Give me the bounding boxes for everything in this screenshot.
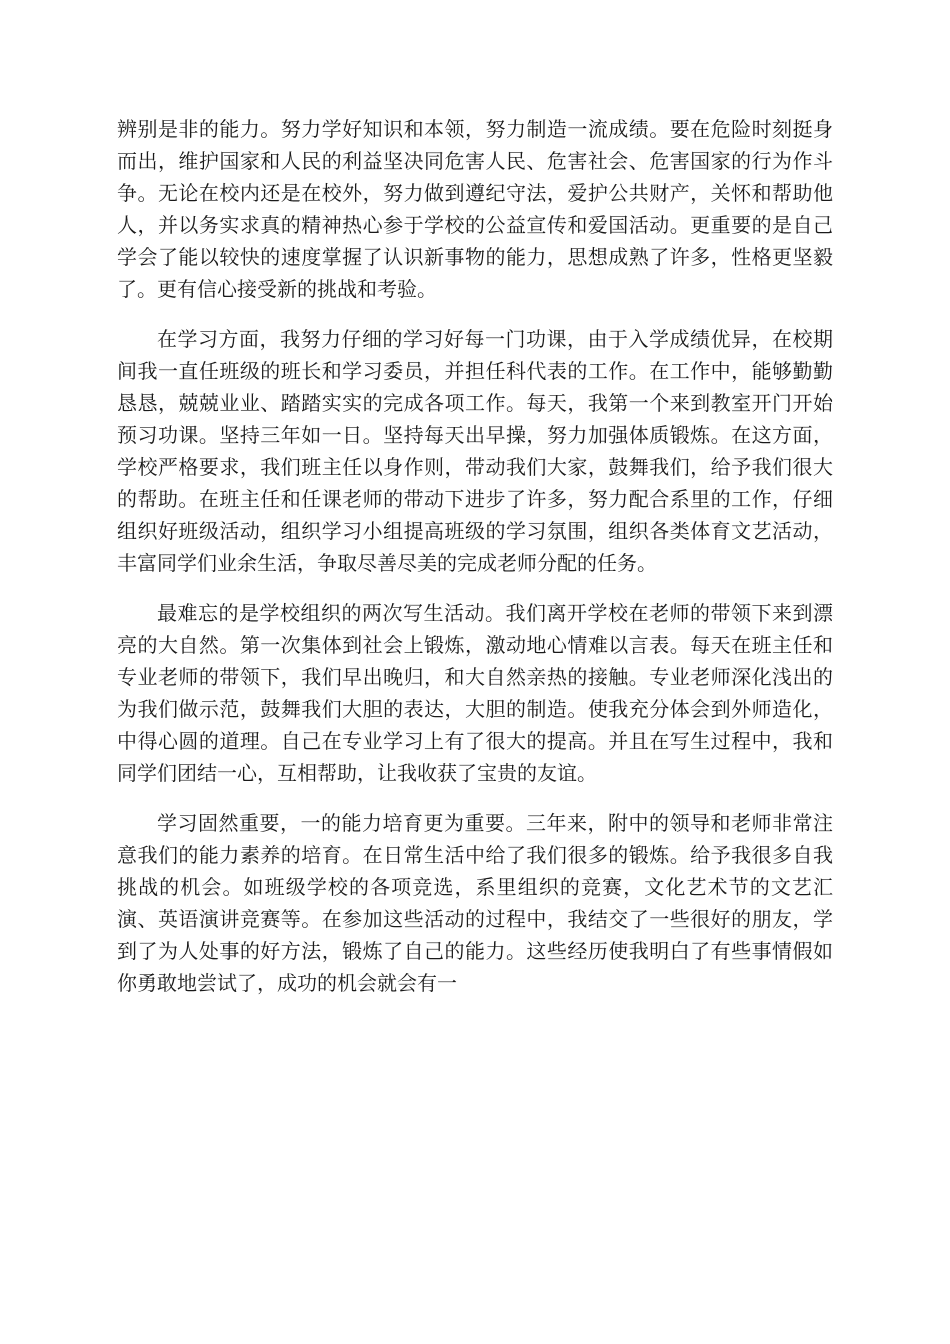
paragraph-4: 学习固然重要，一的能力培育更为重要。三年来，附中的领导和老师非常注意我们的能力素养的培育。在日常生活中给了我们很多的锻炼。给予我很多自我挑战的机会。如班级学校的各项竞选，系里组织的竞赛，文化艺术节的文艺汇演、英语演讲竞赛等。在参加这些活动的过程中，我结交了一些很好的朋友，学到了为人处事的好方法，锻炼了自己的能力。这些经历使我明白了有些事情假如你勇敢地尝试了，成功的机会就会有一 bbox=[117, 811, 833, 995]
paragraph-3: 最难忘的是学校组织的两次写生活动。我们离开学校在老师的带领下来到漂亮的大自然。第一次集体到社会上锻炼，激动地心情难以言表。每天在班主任和专业老师的带领下，我们早出晚归，和大自然亲热的接触。专业老师深化浅出的为我们做示范，鼓舞我们大胆的表达，大胆的制造。使我充分体会到外师造化，中得心圆的道理。自己在专业学习上有了很大的提高。并且在写生过程中，我和同学们团结一心，互相帮助，让我收获了宝贵的友谊。 bbox=[117, 601, 833, 785]
document-page bbox=[117, 113, 833, 1017]
paragraph-1: 辨别是非的能力。努力学好知识和本领，努力制造一流成绩。要在危险时刻挺身而出，维护国家和人民的利益坚决同危害人民、危害社会、危害国家的行为作斗争。无论在校内还是在校外，努力做到遵纪守法，爱护公共财产，关怀和帮助他人，并以务实求真的精神热心参于学校的公益宣传和爱国活动。更重要的是自己学会了能以较快的速度掌握了认识新事物的能力，思想成熟了许多，性格更坚毅了。更有信心接受新的挑战和考验。 bbox=[117, 117, 833, 301]
paragraph-2: 在学习方面，我努力仔细的学习好每一门功课，由于入学成绩优异，在校期间我一直任班级的班长和学习委员，并担任科代表的工作。在工作中，能够勤勤恳恳，兢兢业业、踏踏实实的完成各项工作。每天，我第一个来到教室开门开始预习功课。坚持三年如一日。坚持每天出早操，努力加强体质锻炼。在这方面，学校严格要求，我们班主任以身作则，带动我们大家，鼓舞我们，给予我们很大的帮助。在班主任和任课老师的带动下进步了许多，努力配合系里的工作，仔细组织好班级活动，组织学习小组提高班级的学习氛围，组织各类体育文艺活动，丰富同学们业余生活，争取尽善尽美的完成老师分配的任务。 bbox=[117, 327, 833, 575]
